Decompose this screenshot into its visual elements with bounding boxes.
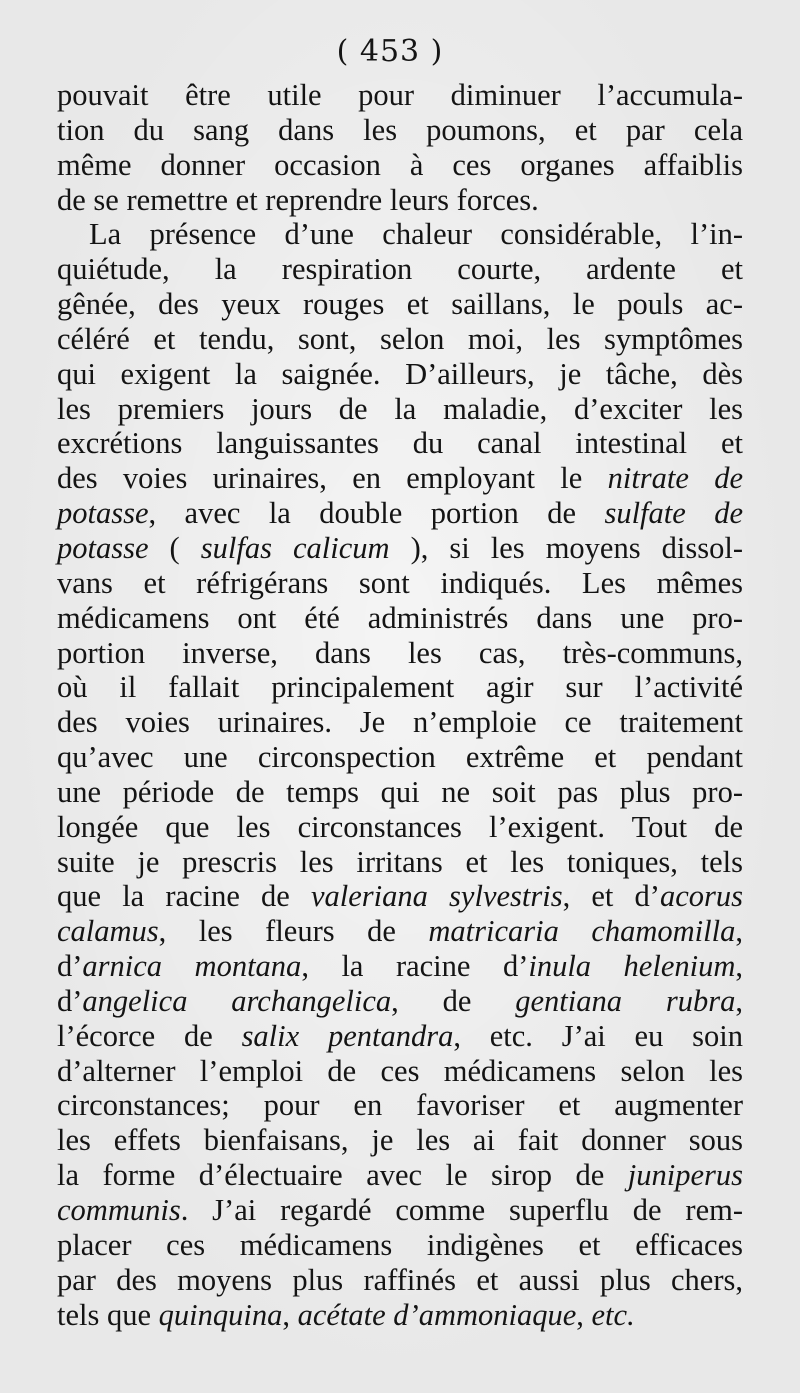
- text-line: [57, 531, 743, 566]
- text-run: par des moyens plus raffinés et aussi plus chers,: [57, 1262, 743, 1297]
- text-run: qui exigent la saignée. D’ailleurs, je tâche, dès: [57, 356, 743, 391]
- text-run: vans et réfrigérans sont indiqués. Les mêmes: [57, 565, 743, 600]
- text-run: quiétude, la respiration courte, ardente et: [57, 252, 743, 287]
- text-line: [57, 461, 743, 496]
- text-line: [57, 148, 743, 183]
- text-run: , et d’: [562, 879, 660, 914]
- text-run: ,: [735, 983, 743, 1018]
- text-line: [57, 636, 743, 671]
- text-run: placer ces médicamens indigènes et efficaces: [57, 1227, 743, 1262]
- text-run: ,: [735, 949, 743, 984]
- text-line: [57, 357, 743, 392]
- text-line: [57, 287, 743, 322]
- italic-term: potasse: [57, 530, 149, 565]
- italic-term: acorus: [659, 879, 743, 914]
- italic-term: juniperus: [627, 1158, 743, 1193]
- text-run: , les fleurs de: [158, 914, 429, 949]
- text-line: [57, 705, 743, 740]
- text-line: [57, 845, 743, 880]
- text-line: [57, 670, 743, 705]
- text-line: [57, 775, 743, 810]
- text-line: [57, 740, 743, 775]
- text-run: les premiers jours de la maladie, d’exciter les: [57, 391, 743, 426]
- text-run: , de: [391, 983, 516, 1018]
- text-run: que la racine de: [57, 879, 311, 914]
- text-run: les effets bienfaisans, je les ai fait donner sous: [57, 1123, 743, 1158]
- text-run: ,: [282, 1297, 298, 1332]
- text-run: des voies urinaires. Je n’emploie ce traitement: [57, 705, 743, 740]
- text-line: [57, 1263, 743, 1298]
- italic-term: angelica archangelica: [82, 983, 392, 1018]
- text-run: ,: [576, 1297, 592, 1332]
- italic-term: salix pentandra: [241, 1018, 454, 1053]
- body-text: [57, 78, 743, 1332]
- italic-term: communis: [57, 1193, 181, 1227]
- text-line: [57, 949, 743, 984]
- text-run: longée que les circonstances l’exigent. Tout de: [57, 809, 743, 844]
- page-number: ( 453 ): [336, 34, 444, 69]
- text-run: . J’ai regardé comme superflu de rem-: [180, 1193, 743, 1227]
- text-line: [57, 322, 743, 357]
- text-run: qu’avec une circonspection extrême et pendant: [57, 740, 743, 775]
- italic-term: quinquina: [158, 1297, 283, 1332]
- italic-term: matricaria chamomilla: [428, 914, 736, 949]
- text-line: [57, 1228, 743, 1263]
- text-line: [57, 252, 743, 287]
- text-run: une période de temps qui ne soit pas plus pro-: [57, 774, 743, 809]
- text-run: d’: [57, 983, 83, 1018]
- text-run: tion du sang dans les poumons, et par cela: [57, 112, 743, 147]
- text-run: l’écorce de: [57, 1018, 242, 1053]
- text-run: (: [148, 530, 201, 565]
- italic-term: sulfas calicum: [200, 530, 390, 565]
- text-run: pouvait être utile pour diminuer l’accumula-: [57, 78, 743, 112]
- text-line: [57, 1298, 743, 1333]
- text-line: [57, 914, 743, 949]
- text-run: portion inverse, dans les cas, très-communs,: [57, 635, 743, 670]
- text-line: [57, 984, 743, 1019]
- italic-term: potasse: [57, 496, 149, 531]
- text-run: même donner occasion à ces organes affaiblis: [57, 147, 743, 182]
- text-line: [57, 879, 743, 914]
- text-line: [57, 1054, 743, 1089]
- text-run: , la racine d’: [301, 949, 529, 984]
- italic-term: etc.: [591, 1297, 635, 1332]
- text-line: [57, 1088, 743, 1123]
- text-line: [57, 1123, 743, 1158]
- text-run: où il fallait principalement agir sur l’activité: [57, 670, 743, 705]
- text-line: [57, 426, 743, 461]
- italic-term: acétate d’ammoniaque: [297, 1297, 577, 1332]
- text-line: [57, 1193, 743, 1228]
- text-run: , avec la double portion de: [148, 496, 605, 531]
- text-line: [57, 392, 743, 427]
- text-run: médicamens ont été administrés dans une pro-: [57, 600, 743, 635]
- text-line: [57, 78, 743, 113]
- italic-term: valeriana sylvestris: [311, 879, 563, 914]
- text-line: [57, 810, 743, 845]
- text-run: de se remettre et reprendre leurs forces.: [57, 182, 539, 217]
- text-line: [57, 496, 743, 531]
- text-run: d’: [57, 949, 83, 984]
- text-line: [57, 1019, 743, 1054]
- text-run: ), si les moyens dissol-: [389, 530, 743, 565]
- text-run: gênée, des yeux rouges et saillans, le pouls ac-: [57, 287, 743, 322]
- italic-term: arnica montana: [82, 949, 302, 984]
- italic-term: sulfate de: [604, 496, 743, 531]
- text-run: circonstances; pour en favoriser et augmenter: [57, 1088, 743, 1123]
- text-run: La présence d’une chaleur considérable, l’in-: [89, 217, 743, 252]
- text-line: [57, 113, 743, 148]
- text-run: d’alterner l’emploi de ces médicamens selon les: [57, 1053, 743, 1088]
- italic-term: nitrate de: [607, 461, 743, 496]
- italic-term: calamus: [57, 914, 159, 949]
- text-run: la forme d’électuaire avec le sirop de: [57, 1158, 628, 1193]
- text-line: [57, 217, 743, 252]
- text-run: des voies urinaires, en employant le: [57, 461, 608, 496]
- text-line: [57, 566, 743, 601]
- text-run: tels que: [57, 1297, 159, 1332]
- text-run: , etc. J’ai eu soin: [453, 1018, 743, 1053]
- text-run: céléré et tendu, sont, selon moi, les symptômes: [57, 321, 743, 356]
- text-line: [57, 183, 743, 218]
- text-line: [57, 1158, 743, 1193]
- text-run: ,: [735, 914, 743, 949]
- text-run: suite je prescris les irritans et les toniques, tels: [57, 844, 743, 879]
- text-run: excrétions languissantes du canal intestinal et: [57, 426, 743, 461]
- text-line: [57, 601, 743, 636]
- italic-term: gentiana rubra: [515, 983, 736, 1018]
- italic-term: inula helenium: [528, 949, 736, 984]
